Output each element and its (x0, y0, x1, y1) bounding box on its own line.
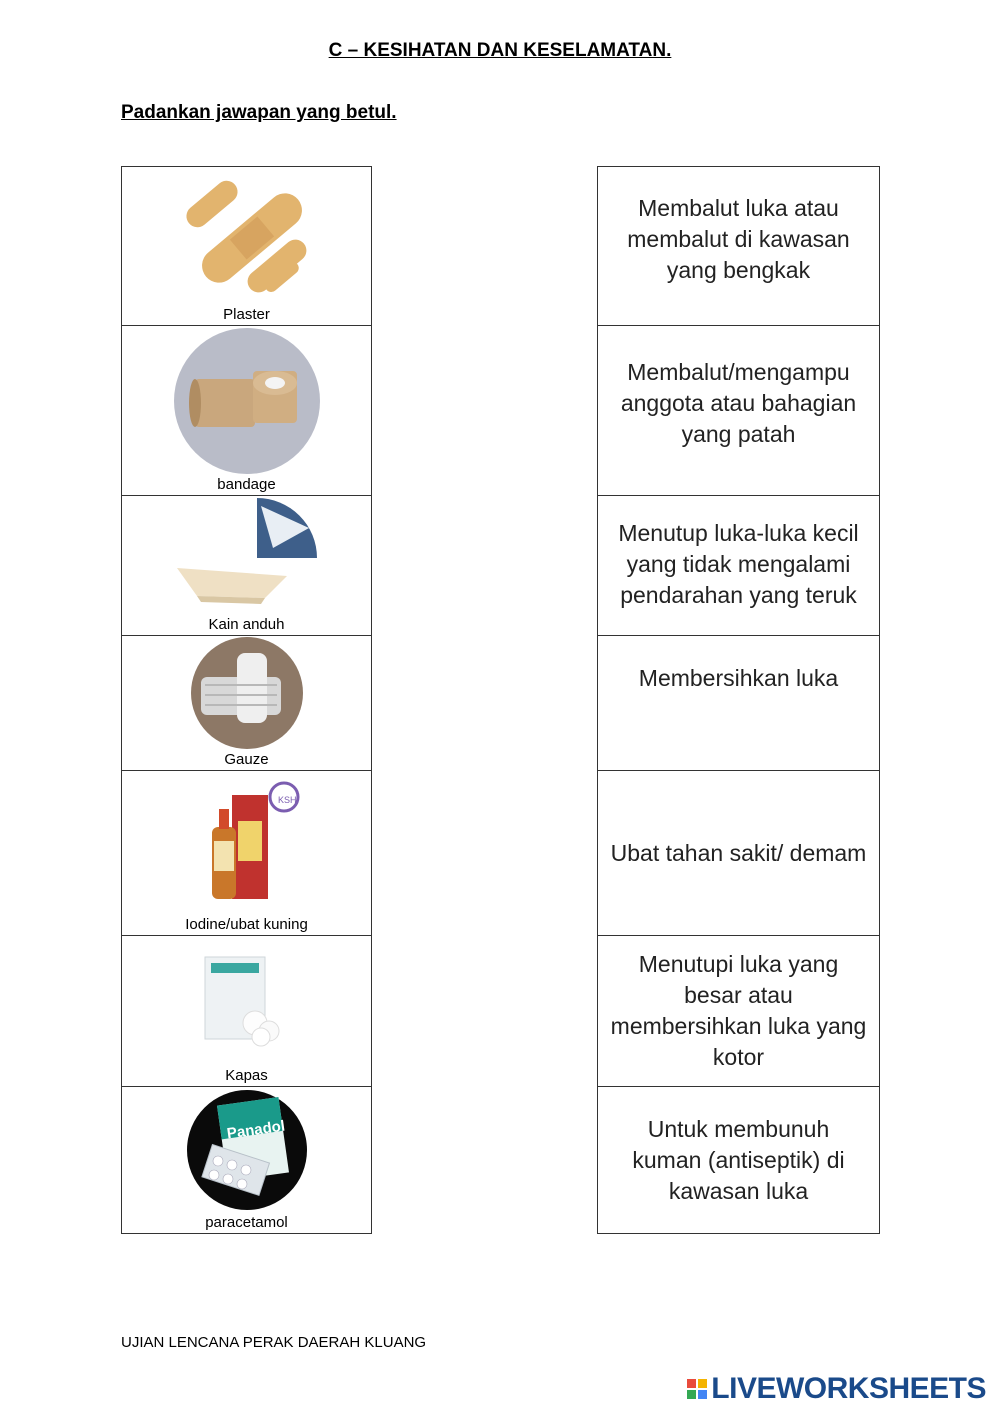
item-plaster[interactable] (122, 167, 371, 325)
answer-box[interactable]: Ubat tahan sakit/ demam (598, 771, 880, 936)
answer-box[interactable]: Membalut/mengampu anggota atau bahagian yang patah (598, 326, 880, 496)
item-caption: Kapas (225, 1067, 268, 1084)
bandage-roll-icon (173, 327, 321, 475)
brand-text: LIVEWORKSHEETS (711, 1372, 986, 1405)
answer-box[interactable]: Membalut luka atau membalut di kawasan yang bengkak (598, 167, 880, 326)
item-gauze[interactable] (122, 636, 371, 770)
item-bandage[interactable] (122, 326, 371, 495)
item-caption: paracetamol (205, 1214, 288, 1231)
panadol-box-icon (186, 1089, 308, 1211)
item-caption: Kain anduh (208, 616, 285, 633)
liveworksheets-logo[interactable] (687, 1372, 986, 1406)
answer-box[interactable]: Untuk membunuh kuman (antiseptik) di kawasan luka (598, 1087, 880, 1234)
item-paracetamol[interactable] (122, 1087, 371, 1233)
item-caption: Gauze (224, 751, 269, 768)
item-caption: bandage (217, 476, 276, 493)
page-title: C – KESIHATAN DAN KESELAMATAN. (328, 40, 672, 61)
answer-box[interactable]: Menutupi luka yang besar atau membersihkan luka yang kotor (598, 936, 880, 1087)
plaster-icon (172, 171, 322, 301)
triangular-sling-icon (177, 498, 317, 613)
item-kain-anduh[interactable] (122, 496, 371, 635)
footer-text: UJIAN LENCANA PERAK DAERAH KLUANG (121, 1334, 427, 1351)
item-caption: Iodine/ubat kuning (185, 916, 308, 933)
instruction: Padankan jawapan yang betul. (121, 102, 397, 123)
iodine-brand-text: KSH (277, 794, 297, 805)
liveworksheets-logo-icon (687, 1379, 707, 1399)
cotton-pack-icon (197, 951, 297, 1051)
gauze-roll-icon (191, 637, 303, 749)
item-caption: Plaster (223, 306, 270, 323)
item-kapas[interactable] (122, 936, 371, 1086)
answer-box[interactable]: Membersihkan luka (598, 636, 880, 771)
iodine-bottle-icon (192, 781, 302, 906)
answer-box[interactable]: Menutup luka-luka kecil yang tidak mengalami pendarahan yang teruk (598, 496, 880, 636)
panadol-box-label: Panadol (225, 1117, 286, 1143)
item-iodine[interactable] (122, 771, 371, 935)
answers-table (597, 166, 880, 1234)
items-table (121, 166, 372, 1234)
